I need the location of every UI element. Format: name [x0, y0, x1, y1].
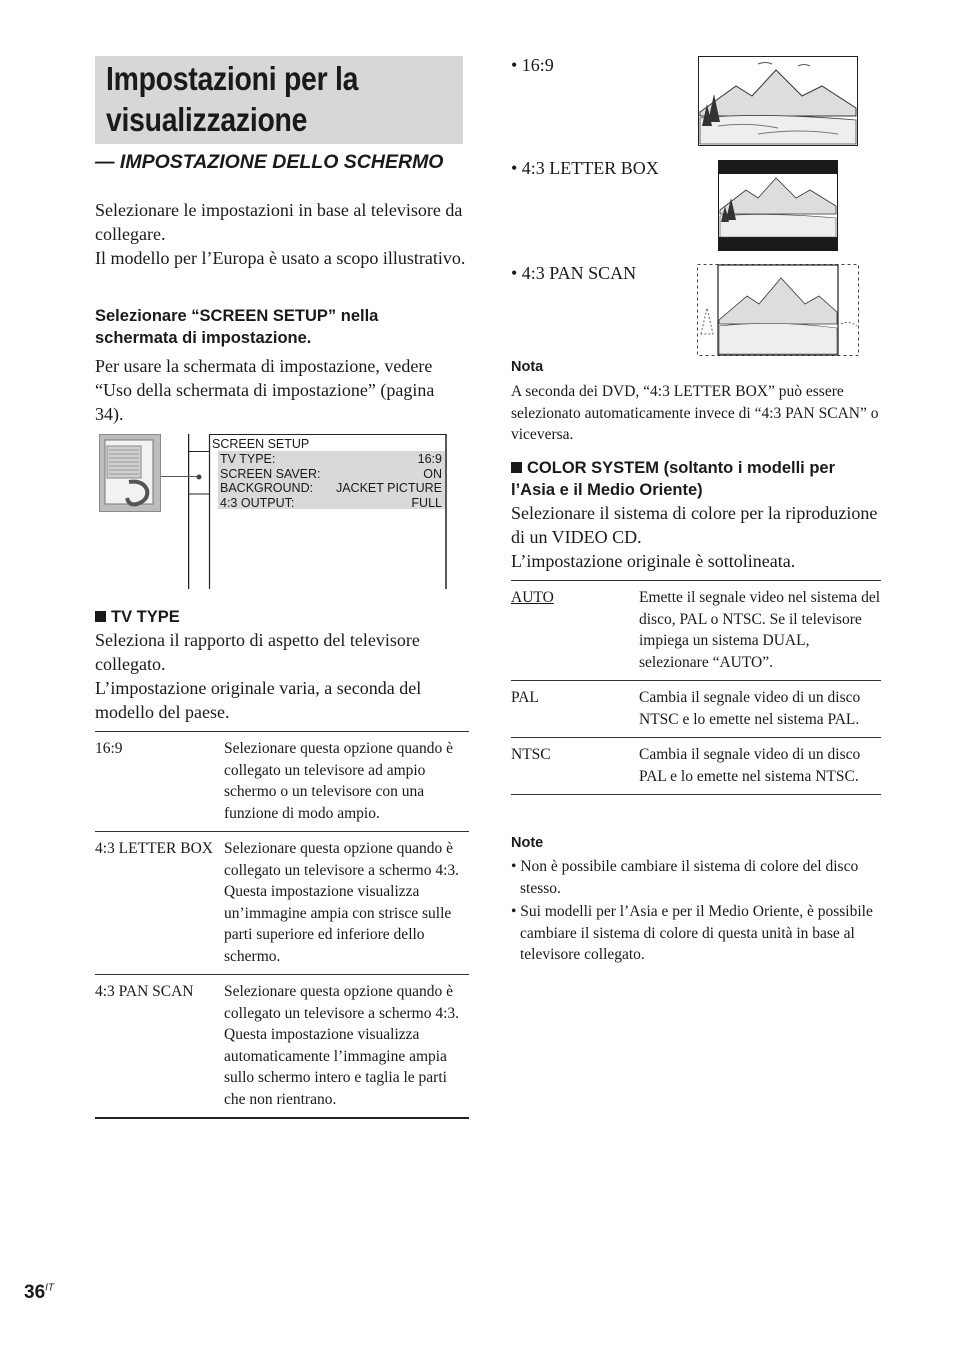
table-row — [95, 732, 469, 832]
icon-connector-line — [161, 476, 198, 477]
note-heading: Note — [511, 835, 544, 851]
step-text: Per usare la schermata di impostazione, vedere “Uso della schermata di impostazione” (pagina 34). — [95, 356, 435, 424]
nota-text: A seconda dei DVD, “4:3 LETTER BOX” può essere selezionato automaticamente invece di “4:3 PAN SCAN” o viceversa. — [511, 383, 879, 443]
list-item: • Sui modelli per l’Asia e per il Medio Oriente, è possibile cambiare il sistema di colore di questa unità in base al televisore collegato. — [511, 903, 873, 963]
color-system-heading-label: COLOR SYSTEM (soltanto i modelli per l’Asia e il Medio Oriente) — [511, 459, 836, 499]
page-number — [24, 1282, 54, 1304]
option-desc: Selezionare questa opzione quando è collegato un televisore a schermo 4:3. Questa impostazione visualizza un’immagine ampia con strisce sulle parti superiore ed inferiore dello schermo. — [224, 840, 460, 965]
osd-row-value: ON — [423, 466, 442, 481]
intro-paragraph-1: Selezionare le impostazioni in base al televisore da collegare. — [95, 200, 463, 244]
option-name: AUTO — [511, 589, 554, 606]
table-row — [511, 681, 881, 738]
osd-row-background — [220, 481, 442, 496]
option-desc: Cambia il segnale video di un disco PAL e lo emette nel sistema NTSC. — [639, 746, 861, 785]
option-name: PAL — [511, 689, 539, 706]
osd-row-tv-type — [220, 452, 442, 467]
option-desc: Selezionare questa opzione quando è collegato un televisore ad ampio schermo o un televisore con una funzione di modo ampio. — [224, 740, 453, 822]
color-system-heading — [511, 457, 883, 501]
page-subtitle: — IMPOSTAZIONE DELLO SCHERMO — [95, 151, 444, 173]
option-name: NTSC — [511, 746, 551, 763]
step-heading: Selezionare “SCREEN SETUP” nella schermata di impostazione. — [95, 307, 379, 347]
aspect-label-letterbox: • 4:3 LETTER BOX — [511, 158, 659, 178]
osd-row-label: SCREEN SAVER: — [220, 466, 321, 481]
osd-header: SCREEN SETUP — [212, 437, 310, 451]
note-list — [511, 856, 883, 966]
color-system-text-1: Selezionare il sistema di colore per la riproduzione di un VIDEO CD. — [511, 503, 878, 547]
table-row — [511, 581, 881, 681]
tv-type-heading — [95, 606, 180, 628]
section-square-icon — [95, 611, 106, 622]
tv-type-heading-label: TV TYPE — [111, 608, 180, 626]
option-desc: Selezionare questa opzione quando è collegato un televisore a schermo 4:3. Questa impostazione visualizza automaticamente l’immagine ampia sullo schermo intero e taglia le parti che non rientrano. — [224, 983, 460, 1108]
osd-row-43-output — [220, 496, 442, 511]
option-desc: Emette il segnale video nel sistema del disco, PAL o NTSC. Se il televisore impiega un sistema DUAL, selezionare “AUTO”. — [639, 589, 881, 671]
intro-paragraph-2: Il modello per l’Europa è usato a scopo illustrativo. — [95, 248, 466, 268]
osd-row-label: BACKGROUND: — [220, 481, 314, 495]
landscape-letterbox-illustration — [718, 160, 838, 251]
option-desc: Cambia il segnale video di un disco NTSC e lo emette nel sistema PAL. — [639, 689, 861, 728]
table-row — [95, 975, 469, 1119]
tv-type-text-2: L’impostazione originale varia, a seconda del modello del paese. — [95, 678, 422, 722]
osd-row-value: FULL — [411, 495, 442, 510]
table-row — [95, 832, 469, 975]
option-name: 16:9 — [95, 740, 123, 757]
color-system-table — [511, 580, 881, 795]
page-number-suffix: IT — [45, 1282, 55, 1294]
osd-rows — [220, 452, 442, 510]
table-row — [511, 738, 881, 795]
osd-row-value: 16:9 — [417, 452, 442, 466]
landscape-panscan-illustration — [697, 264, 859, 356]
osd-row-label: 4:3 OUTPUT: — [220, 495, 295, 510]
osd-row-label: TV TYPE: — [220, 452, 276, 466]
landscape-16-9-illustration — [698, 56, 858, 146]
osd-row-value: JACKET PICTURE — [335, 481, 442, 495]
nota-heading: Nota — [511, 359, 544, 375]
option-name: 4:3 PAN SCAN — [95, 983, 194, 1000]
osd-row-screen-saver — [220, 467, 442, 482]
option-name: 4:3 LETTER BOX — [95, 840, 213, 857]
tv-type-text-1: Seleziona il rapporto di aspetto del televisore collegato. — [95, 630, 420, 674]
section-square-icon — [511, 462, 522, 473]
color-system-text — [511, 501, 883, 573]
list-item: • Non è possibile cambiare il sistema di colore del disco stesso. — [511, 858, 859, 897]
tv-type-text — [95, 628, 465, 724]
page-number-value: 36 — [24, 1282, 46, 1303]
setup-toolbox-icon — [99, 434, 161, 512]
color-system-text-2: L’impostazione originale è sottolineata. — [511, 551, 796, 571]
tv-type-table — [95, 731, 469, 1119]
page-title: Impostazioni per la visualizzazione — [106, 60, 359, 138]
aspect-label-panscan: • 4:3 PAN SCAN — [511, 263, 637, 283]
intro-text — [95, 198, 470, 270]
aspect-label-16-9: • 16:9 — [511, 55, 554, 75]
